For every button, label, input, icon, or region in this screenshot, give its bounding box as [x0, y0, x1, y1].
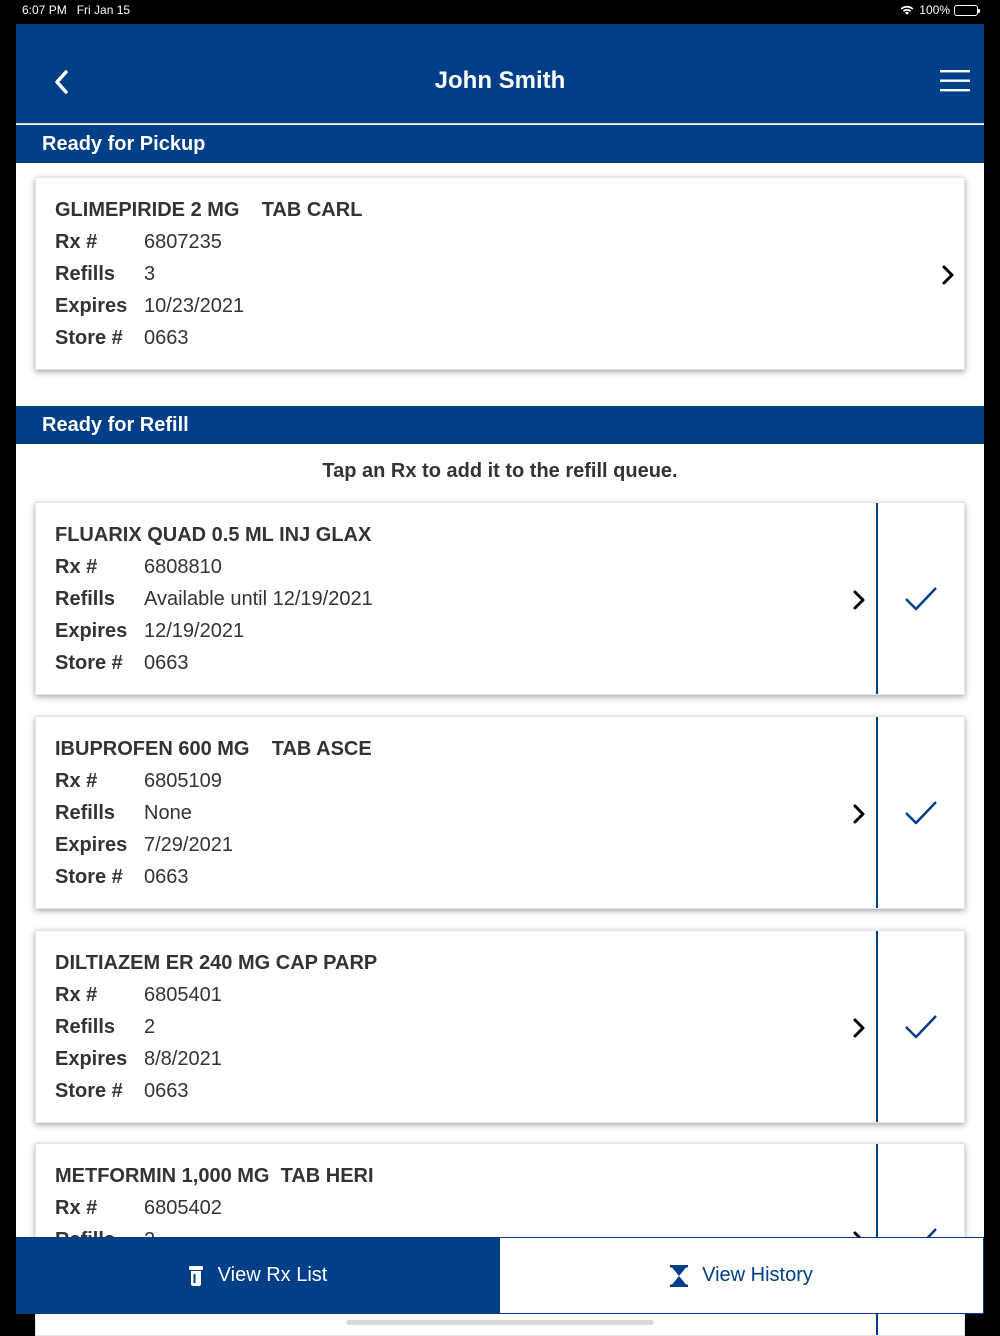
store-value: 0663: [144, 866, 189, 888]
hamburger-menu-icon: [940, 68, 972, 94]
status-bar: [0, 0, 1000, 22]
chevron-right-icon[interactable]: [849, 587, 869, 613]
rx-number: 6805402: [144, 1197, 222, 1219]
menu-button[interactable]: [940, 68, 972, 94]
refill-card[interactable]: DILTIAZEM ER 240 MG CAP PARP Rx # 6805401 Refills 2 Expires 8/8/2021 Store # 0663: [35, 930, 965, 1123]
home-indicator[interactable]: [346, 1320, 654, 1325]
refills-value: 3: [144, 263, 156, 285]
prescription-list[interactable]: [16, 125, 984, 1237]
expires-value: 12/19/2021: [144, 620, 245, 642]
battery-percent: 100%: [919, 3, 950, 17]
status-right: [899, 3, 978, 17]
store-value: 0663: [144, 652, 189, 674]
drug-name: GLIMEPIRIDE 2 MG TAB CARL: [55, 199, 363, 221]
refill-card[interactable]: IBUPROFEN 600 MG TAB ASCE Rx # 6805109 Refills None Expires 7/29/2021 Store # 0663: [35, 716, 965, 909]
expires-value: 8/8/2021: [144, 1048, 222, 1070]
store-value: 0663: [144, 1080, 189, 1102]
bottom-tab-bar: [16, 1237, 984, 1314]
battery-icon: [954, 5, 978, 16]
rx-number: 6807235: [144, 231, 222, 253]
refill-card[interactable]: METFORMIN 1,000 MG TAB HERI Rx # 6805402: [35, 1143, 965, 1336]
view-history-tab[interactable]: [499, 1237, 984, 1314]
pill-bottle-icon: [188, 1265, 204, 1287]
store-value: 0663: [144, 327, 189, 349]
checkmark-icon: [904, 799, 938, 827]
hourglass-icon: [670, 1265, 688, 1287]
rx-number: 6805401: [144, 984, 222, 1006]
refills-value: Available until 12/19/2021: [144, 588, 373, 610]
expires-value: 7/29/2021: [144, 834, 233, 856]
view-rx-list-tab[interactable]: [16, 1237, 499, 1314]
status-time: 6:07 PM Fri Jan 15: [22, 3, 131, 17]
refills-value: 2: [144, 1016, 156, 1038]
chevron-right-icon[interactable]: [849, 801, 869, 827]
select-refill-button[interactable]: [876, 931, 964, 1122]
refill-card[interactable]: FLUARIX QUAD 0.5 ML INJ GLAX Rx # 6808810 Refills Available until 12/19/2021 Expires 12/19/2021 Store # 0663: [35, 502, 965, 695]
drug-name: DILTIAZEM ER 240 MG CAP PARP: [55, 952, 378, 974]
page-title: John Smith: [434, 67, 566, 94]
status-date: Fri Jan 15: [76, 3, 131, 17]
chevron-right-icon[interactable]: [849, 1015, 869, 1041]
wifi-icon: [899, 4, 915, 16]
expires-value: 10/23/2021: [144, 295, 245, 317]
view-history-label: View History: [702, 1264, 813, 1286]
refills-value: None: [144, 802, 192, 824]
pickup-card[interactable]: GLIMEPIRIDE 2 MG TAB CARL Rx # 6807235 Refills 3 Expires 10/23/2021 Store # 0663: [35, 177, 965, 370]
refill-section-header: Ready for Refill: [16, 406, 984, 444]
chevron-right-icon[interactable]: [938, 262, 958, 288]
drug-name: FLUARIX QUAD 0.5 ML INJ GLAX: [55, 524, 372, 546]
rx-number: 6808810: [144, 556, 222, 578]
select-refill-button[interactable]: [876, 717, 964, 908]
checkmark-icon: [904, 585, 938, 613]
view-rx-list-label: View Rx List: [217, 1264, 328, 1286]
pickup-section-header: Ready for Pickup: [16, 125, 984, 163]
checkmark-icon: [904, 1013, 938, 1041]
app-window: [16, 24, 984, 1314]
drug-name: METFORMIN 1,000 MG TAB HERI: [55, 1165, 374, 1187]
drug-name: IBUPROFEN 600 MG TAB ASCE: [55, 738, 372, 760]
refill-instructions: Tap an Rx to add it to the refill queue.: [322, 460, 678, 482]
rx-number: 6805109: [144, 770, 222, 792]
nav-bar: [16, 24, 984, 124]
select-refill-button[interactable]: [876, 503, 964, 694]
